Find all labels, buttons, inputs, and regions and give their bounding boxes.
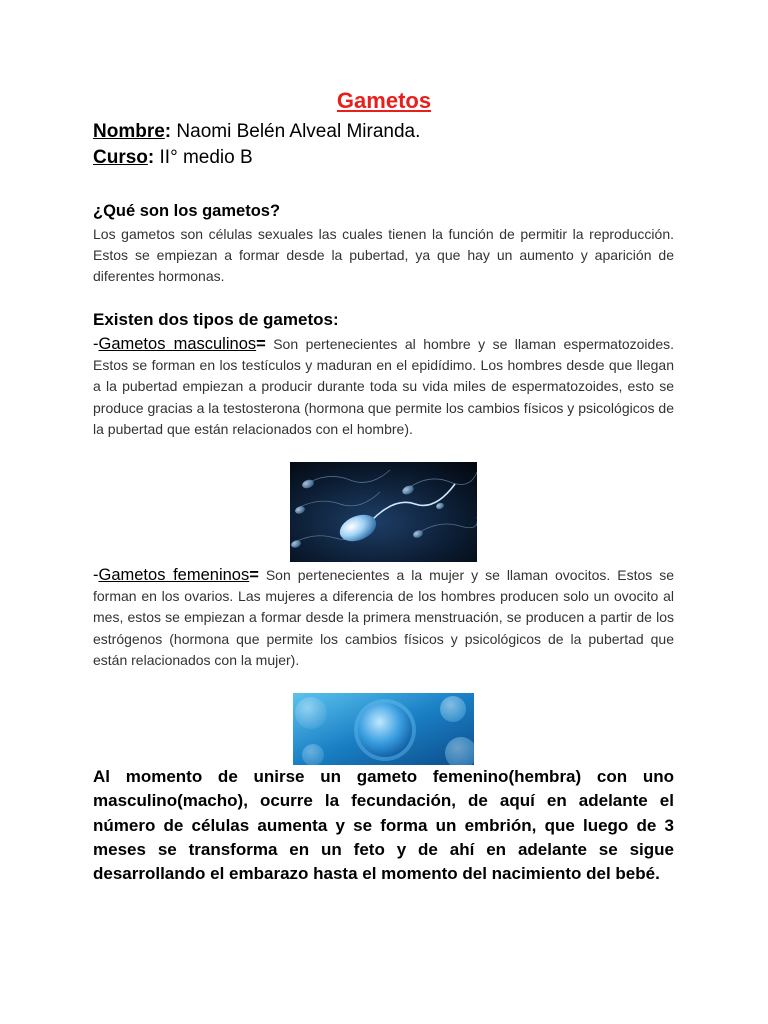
section-heading-types: Existen dos tipos de gametos: xyxy=(93,310,339,329)
male-gametes-term: -Gametos masculinos= xyxy=(93,335,266,353)
name-label: Nombre xyxy=(93,121,165,142)
section-body-what-are-gametes: Los gametos son células sexuales las cuales tienen la función de permitir la reproducción. Estos se empiezan a formar desde la pubertad, ya que hay un aumento y aparición de diferentes hormonas. xyxy=(93,226,674,285)
name-line: Nombre: Naomi Belén Alveal Miranda. xyxy=(93,121,421,142)
section-heading-what-are-gametes: ¿Qué son los gametos? xyxy=(93,202,281,220)
title-text: Gametos xyxy=(336,88,432,113)
sperm-illustration xyxy=(290,462,477,562)
course-line: Curso: II° medio B xyxy=(93,147,253,168)
document-title xyxy=(0,88,768,114)
female-gametes-paragraph xyxy=(93,565,674,671)
ovocyte-illustration xyxy=(293,693,474,765)
female-gametes-body: Son pertenecientes a la mujer y se llaman ovocitos. Estos se forman en los ovarios. Las mujeres a diferencia de los hombres producen solo un ovocito al mes, estos se empiezan a formar desde la primera menstruación, se producen a partir de los estrógenos (hormona que permite los cambios físicos y psicológicos de la pubertad que están relacionados con la mujer). xyxy=(93,567,674,668)
conclusion-paragraph: Al momento de unirse un gameto femenino(hembra) con uno masculino(macho), ocurre la fecundación, de aquí en adelante el número de células aumenta y se forma un embrión, que luego de 3 meses se transforma en un feto y de ahí en adelante se sigue desarrollando el embarazo hasta el momento del nacimiento del bebé. xyxy=(93,767,674,884)
name-value: Naomi Belén Alveal Miranda. xyxy=(176,121,421,142)
course-value: II° medio B xyxy=(159,147,253,168)
male-gametes-paragraph xyxy=(93,334,674,440)
ovocyte-image xyxy=(293,693,474,765)
sperm-image xyxy=(290,462,477,562)
male-gametes-body: Son pertenecientes al hombre y se llaman espermatozoides. Estos se forman en los testículos y maduran en el epidídimo. Los hombres desde que llegan a la pubertad empiezan a producir durante toda su vida miles de espermatozoides, esto se produce gracias a la testosterona (hormona que permite los cambios físicos y psicológicos de la pubertad que están relacionados con el hombre). xyxy=(93,336,675,437)
course-label: Curso xyxy=(93,147,148,168)
female-gametes-term: -Gametos femeninos= xyxy=(93,566,259,584)
